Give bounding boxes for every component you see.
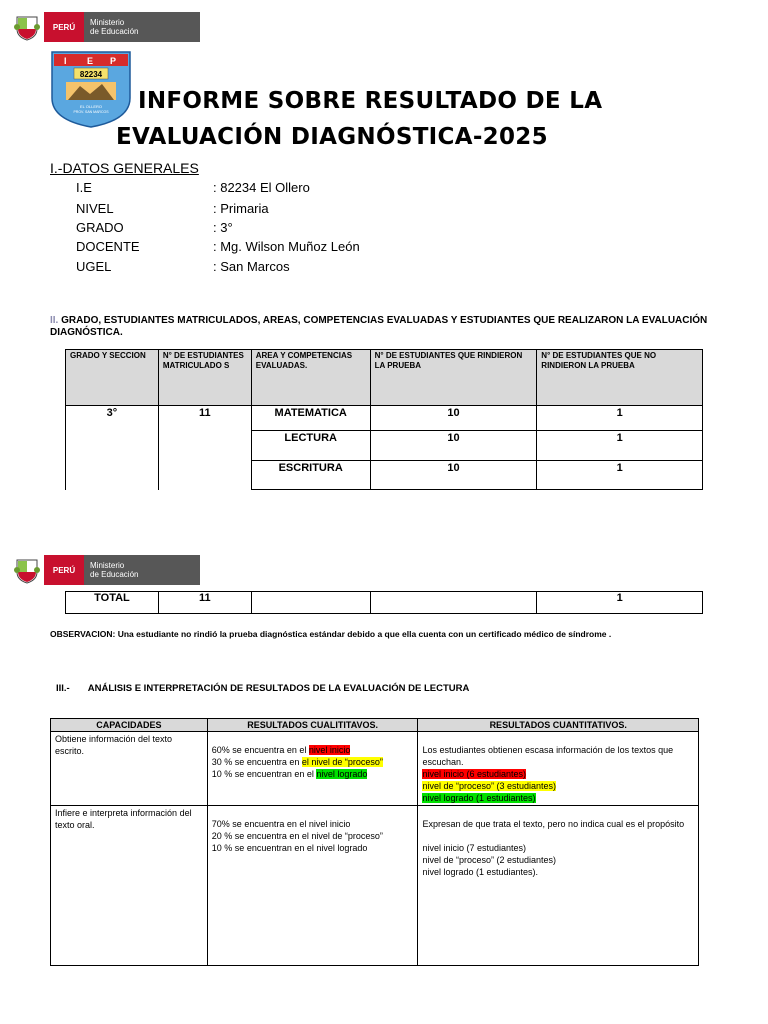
quantitative-cell: Los estudiantes obtienen escasa información de los textos que escuchan. nivel inicio (6 estudiantes) nivel de “proceso” (3 estudiantes) nivel logrado (1 estudiantes) (418, 732, 699, 806)
column-header: RESULTADOS CUANTITATIVOS. (418, 719, 699, 732)
column-header: RESULTADOS CUALITITAVOS. (207, 719, 418, 732)
took-cell: 10 (370, 431, 537, 461)
total-enrolled: 11 (158, 592, 251, 614)
area-cell: LECTURA (251, 431, 370, 461)
qualitative-cell: 60% se encuentra en el nivel inicio 30 % se encuentra en el nivel de “proceso” 10 % se encuentran en el nivel logrado (207, 732, 418, 806)
general-value: : Mg. Wilson Muñoz León (213, 239, 360, 254)
column-header: CAPACIDADES (51, 719, 208, 732)
total-not-took: 1 (537, 592, 703, 614)
column-header: GRADO Y SECCION (66, 350, 159, 406)
svg-text:PROV. SAN MARCOS: PROV. SAN MARCOS (73, 110, 109, 114)
general-value: : Primaria (213, 201, 269, 216)
report-title-line2: EVALUACIÓN DIAGNÓSTICA-2025 (116, 124, 548, 150)
school-logo (50, 48, 132, 128)
general-value: : San Marcos (213, 259, 290, 274)
general-label: GRADO (76, 220, 124, 235)
svg-text:E: E (87, 56, 94, 66)
not-took-cell: 1 (537, 431, 703, 461)
not-took-cell: 1 (537, 461, 703, 490)
peru-label: PERÚ (44, 12, 84, 42)
general-label: DOCENTE (76, 239, 140, 254)
svg-text:P: P (110, 56, 117, 66)
section-general-heading: I.-DATOS GENERALES (50, 160, 199, 176)
ministry-label: Ministerio de Educación (84, 12, 200, 42)
general-value: : 82234 El Ollero (213, 180, 310, 195)
peru-shield-icon (14, 556, 40, 584)
column-header: N° DE ESTUDIANTES QUE NO RINDIERON LA PRUEBA (537, 350, 703, 406)
general-label: NIVEL (76, 201, 114, 216)
capacity-cell: Obtiene información del texto escrito. (51, 732, 208, 806)
enrolled-cell: 11 (158, 406, 251, 490)
area-cell: ESCRITURA (251, 461, 370, 490)
ministry-header (14, 12, 188, 42)
enrollment-table (65, 349, 703, 490)
column-header: N° DE ESTUDIANTES QUE RINDIERON LA PRUEBA (370, 350, 537, 406)
reading-results-table (50, 718, 699, 966)
section-3-heading: III.- ANÁLISIS E INTERPRETACIÓN DE RESULTADOS DE LA EVALUACIÓN DE LECTURA (56, 683, 470, 694)
capacity-cell: Infiere e interpreta información del texto oral. (51, 806, 208, 966)
not-took-cell: 1 (537, 406, 703, 431)
column-header: AREA Y COMPETENCIAS EVALUADAS. (251, 350, 370, 406)
section-2-heading: II. GRADO, ESTUDIANTES MATRICULADOS, AREAS, COMPETENCIAS EVALUADAS Y ESTUDIANTES QUE REALIZARON LA EVALUACIÓN DIAGNÓSTICA. (50, 315, 708, 338)
ministry-header (14, 555, 188, 585)
ministry-label: Ministerio de Educación (84, 555, 200, 585)
total-took (370, 592, 537, 614)
column-header: N° DE ESTUDIANTES MATRICULADO S (158, 350, 251, 406)
took-cell: 10 (370, 461, 537, 490)
peru-shield-icon (14, 13, 40, 41)
general-label: I.E (76, 180, 92, 195)
general-value: : 3° (213, 220, 233, 235)
grade-cell: 3° (66, 406, 159, 490)
qualitative-cell: 70% se encuentra en el nivel inicio 20 % se encuentra en el nivel de “proceso” 10 % se encuentran en el nivel logrado (207, 806, 418, 966)
peru-label: PERÚ (44, 555, 84, 585)
general-label: UGEL (76, 259, 112, 274)
total-label: TOTAL (66, 592, 159, 614)
svg-text:EL OLLERO: EL OLLERO (79, 104, 103, 109)
quantitative-cell: Expresan de que trata el texto, pero no indica cual es el propósito nivel inicio (7 estudiantes) nivel de “proceso” (2 estudiantes) nivel logrado (1 estudiantes). (418, 806, 699, 966)
took-cell: 10 (370, 406, 537, 431)
area-cell: MATEMATICA (251, 406, 370, 431)
total-table (65, 591, 703, 614)
report-title-line1: INFORME SOBRE RESULTADO DE LA (138, 88, 603, 114)
total-area (251, 592, 370, 614)
observation-text: OBSERVACION: Una estudiante no rindió la prueba diagnóstica estándar debido a que ella cuenta con un certificado médico de síndrome . (50, 629, 612, 639)
svg-text:I: I (64, 56, 67, 66)
svg-text:82234: 82234 (79, 70, 103, 79)
